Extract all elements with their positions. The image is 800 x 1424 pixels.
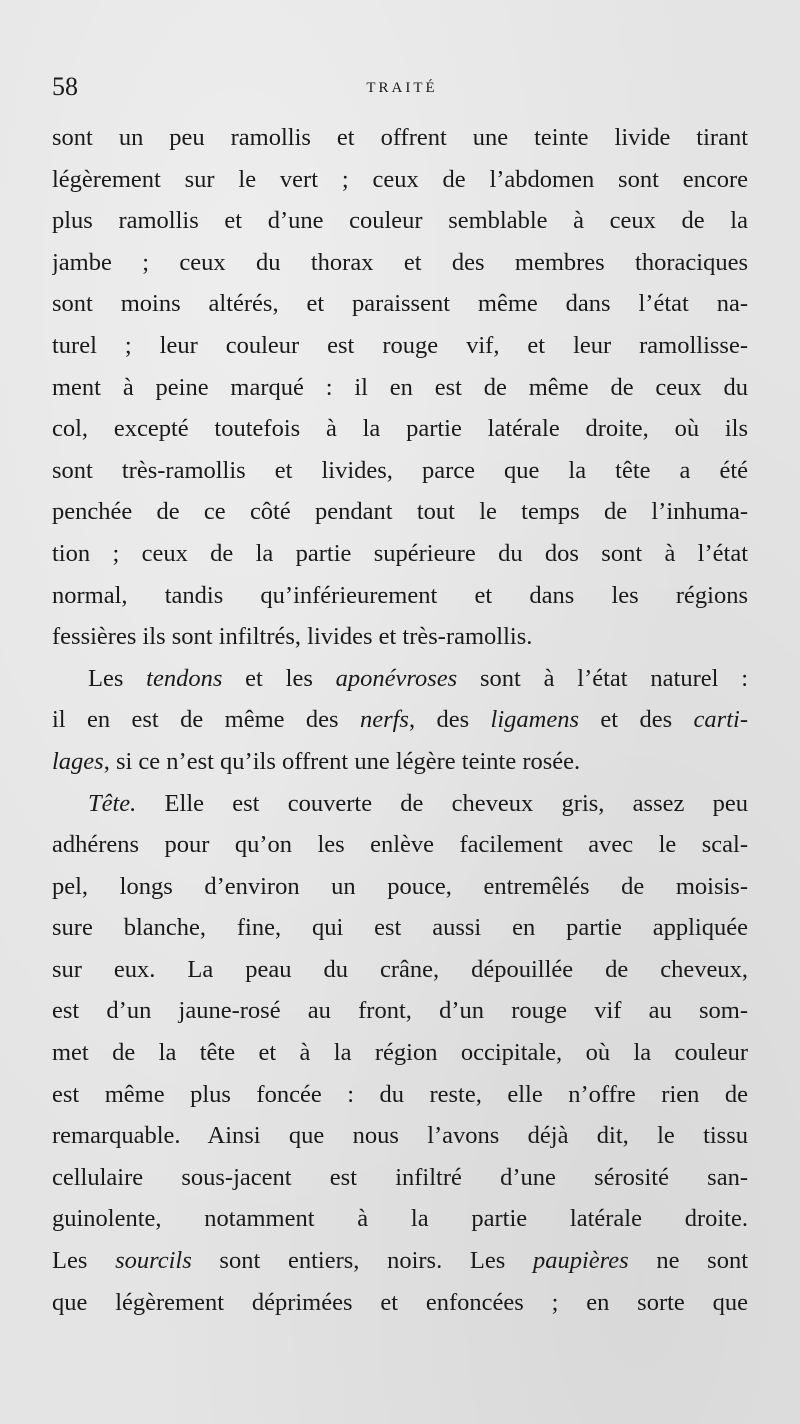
text-line: fessières ils sont infiltrés, livides et très-ramollis. [52,623,533,651]
text-line: sont un peu ramollis et offrent une teinte livide tirant [52,124,748,151]
text-line: tion ; ceux de la partie supérieure du dos sont à l’état [52,539,748,567]
text-line: sont moins altérés, et paraissent même dans l’état na- [52,290,748,318]
text-line: adhérens pour qu’on les enlève facilement avec le scal- [52,831,748,859]
text-line: lages, si ce n’est qu’ils offrent une légère teinte rosée. [52,747,581,775]
text-line: plus ramollis et d’une couleur semblable à ceux de la [52,207,748,235]
text-line: cellulaire sous-jacent est infiltré d’une sérosité san- [52,1163,748,1191]
text-line: est même plus foncée : du reste, elle n’offre rien de [52,1080,748,1108]
text-line: il en est de même des nerfs, des ligamens et des carti- [52,706,748,734]
text-line: légèrement sur le vert ; ceux de l’abdomen sont encore [52,165,748,193]
text-line: turel ; leur couleur est rouge vif, et leur ramollisse- [52,331,748,359]
page-header [52,72,752,106]
text-line: col, excepté toutefois à la partie latérale droite, où ils [52,415,748,443]
text-line: sure blanche, fine, qui est aussi en partie appliquée [52,914,748,942]
text-line: penchée de ce côté pendant tout le temps de l’inhuma- [52,498,748,526]
text-line: guinolente, notamment à la partie latérale droite. [52,1205,748,1233]
text-line: sont très-ramollis et livides, parce que la tête a été [52,456,748,484]
text-line: sur eux. La peau du crâne, dépouillée de cheveux, [52,955,748,983]
text-line: que légèrement déprimées et enfoncées ; en sorte que [52,1288,748,1316]
text-line: remarquable. Ainsi que nous l’avons déjà dit, le tissu [52,1122,748,1150]
text-line: normal, tandis qu’inférieurement et dans les régions [52,581,748,609]
text-line: jambe ; ceux du thorax et des membres thoraciques [52,248,748,276]
text-line: ment à peine marqué : il en est de même de ceux du [52,373,748,401]
text-line: Les sourcils sont entiers, noirs. Les paupières ne sont [52,1247,748,1275]
text-line: est d’un jaune-rosé au front, d’un rouge vif au som- [52,997,748,1025]
text-line: Les tendons et les aponévroses sont à l’état naturel : [88,664,748,692]
text-line: met de la tête et à la région occipitale, où la couleur [52,1039,748,1067]
text-line: Tête. Elle est couverte de cheveux gris, assez peu [88,789,748,817]
body-text [52,117,748,1323]
text-line: pel, longs d’environ un pouce, entremêlés de moisis- [52,872,748,900]
page-number: 58 [52,72,78,101]
running-head: TRAITÉ [366,80,438,96]
